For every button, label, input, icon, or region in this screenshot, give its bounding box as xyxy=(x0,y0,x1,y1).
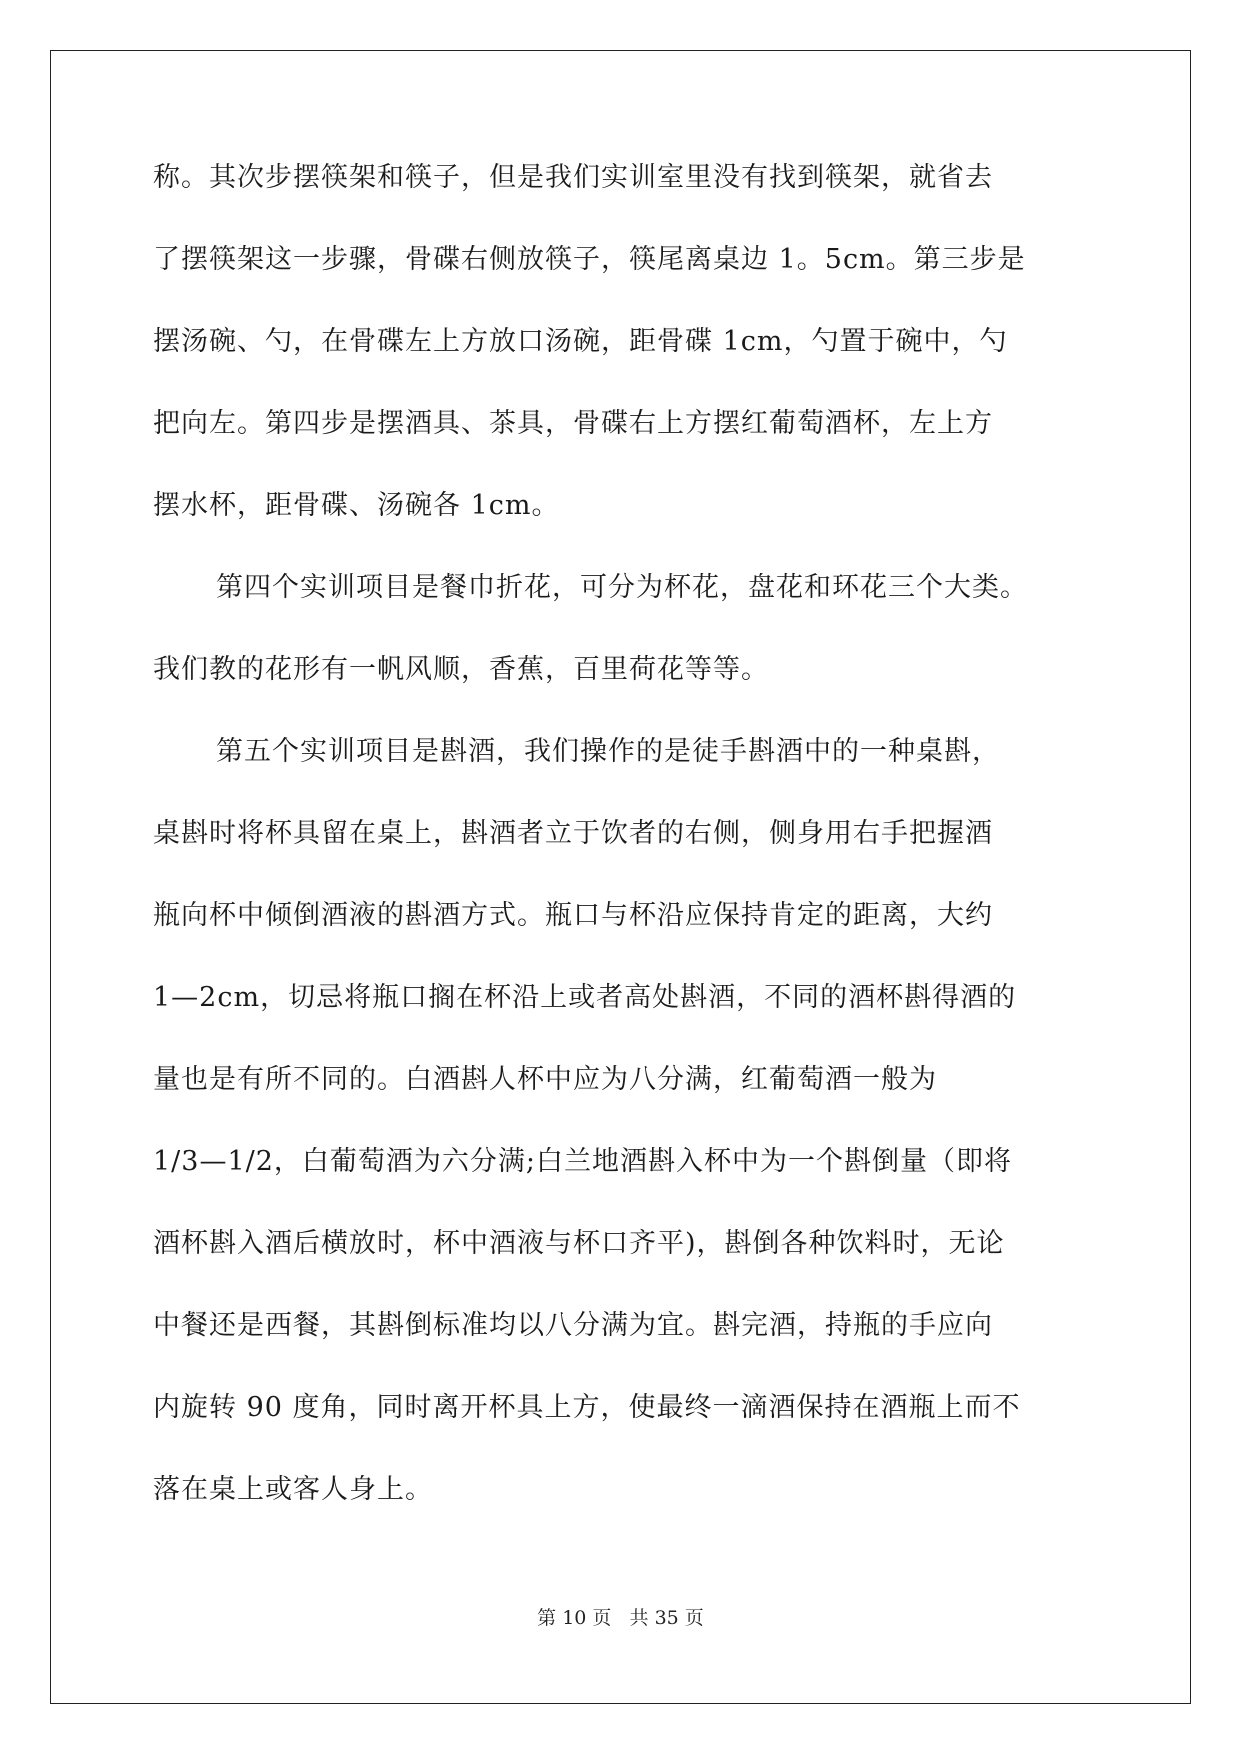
text-line: 摆水杯，距骨碟、汤碗各 1cm。 xyxy=(153,490,560,521)
paragraph-start-line: 第四个实训项目是餐巾折花，可分为杯花，盘花和环花三个大类。 xyxy=(216,572,1028,603)
text-line: 摆汤碗、勺，在骨碟左上方放口汤碗，距骨碟 1cm，勺置于碗中，勺 xyxy=(153,326,1008,357)
text-line: 酒杯斟入酒后横放时，杯中酒液与杯口齐平)，斟倒各种饮料时，无论 xyxy=(153,1228,1005,1259)
paragraph-start-line: 第五个实训项目是斟酒，我们操作的是徒手斟酒中的一种桌斟， xyxy=(216,736,1000,767)
text-line: 称。其次步摆筷架和筷子，但是我们实训室里没有找到筷架，就省去 xyxy=(153,162,993,193)
text-line: 桌斟时将杯具留在桌上，斟酒者立于饮者的右侧，侧身用右手把握酒 xyxy=(153,818,993,849)
text-line: 我们教的花形有一帆风顺，香蕉，百里荷花等等。 xyxy=(153,654,769,685)
text-line: 中餐还是西餐，其斟倒标准均以八分满为宜。斟完酒，持瓶的手应向 xyxy=(153,1310,993,1341)
page-footer xyxy=(0,1606,1241,1630)
page-number-label: 第 10 页 共 35 页 xyxy=(537,1607,704,1629)
text-line: 内旋转 90 度角，同时离开杯具上方，使最终一滴酒保持在酒瓶上而不 xyxy=(153,1392,1021,1423)
document-body xyxy=(153,158,1093,1552)
text-line: 瓶向杯中倾倒酒液的斟酒方式。瓶口与杯沿应保持肯定的距离，大约 xyxy=(153,900,993,931)
text-line: 了摆筷架这一步骤，骨碟右侧放筷子，筷尾离桌边 1。5cm。第三步是 xyxy=(153,244,1026,275)
text-line: 量也是有所不同的。白酒斟人杯中应为八分满，红葡萄酒一般为 xyxy=(153,1064,937,1095)
text-line: 落在桌上或客人身上。 xyxy=(153,1474,433,1505)
text-line: 把向左。第四步是摆酒具、茶具，骨碟右上方摆红葡萄酒杯，左上方 xyxy=(153,408,993,439)
text-line: 1—2cm，切忌将瓶口搁在杯沿上或者高处斟酒，不同的酒杯斟得酒的 xyxy=(153,982,1017,1013)
text-line: 1/3—1/2，白葡萄酒为六分满;白兰地酒斟入杯中为一个斟倒量（即将 xyxy=(153,1146,1013,1177)
